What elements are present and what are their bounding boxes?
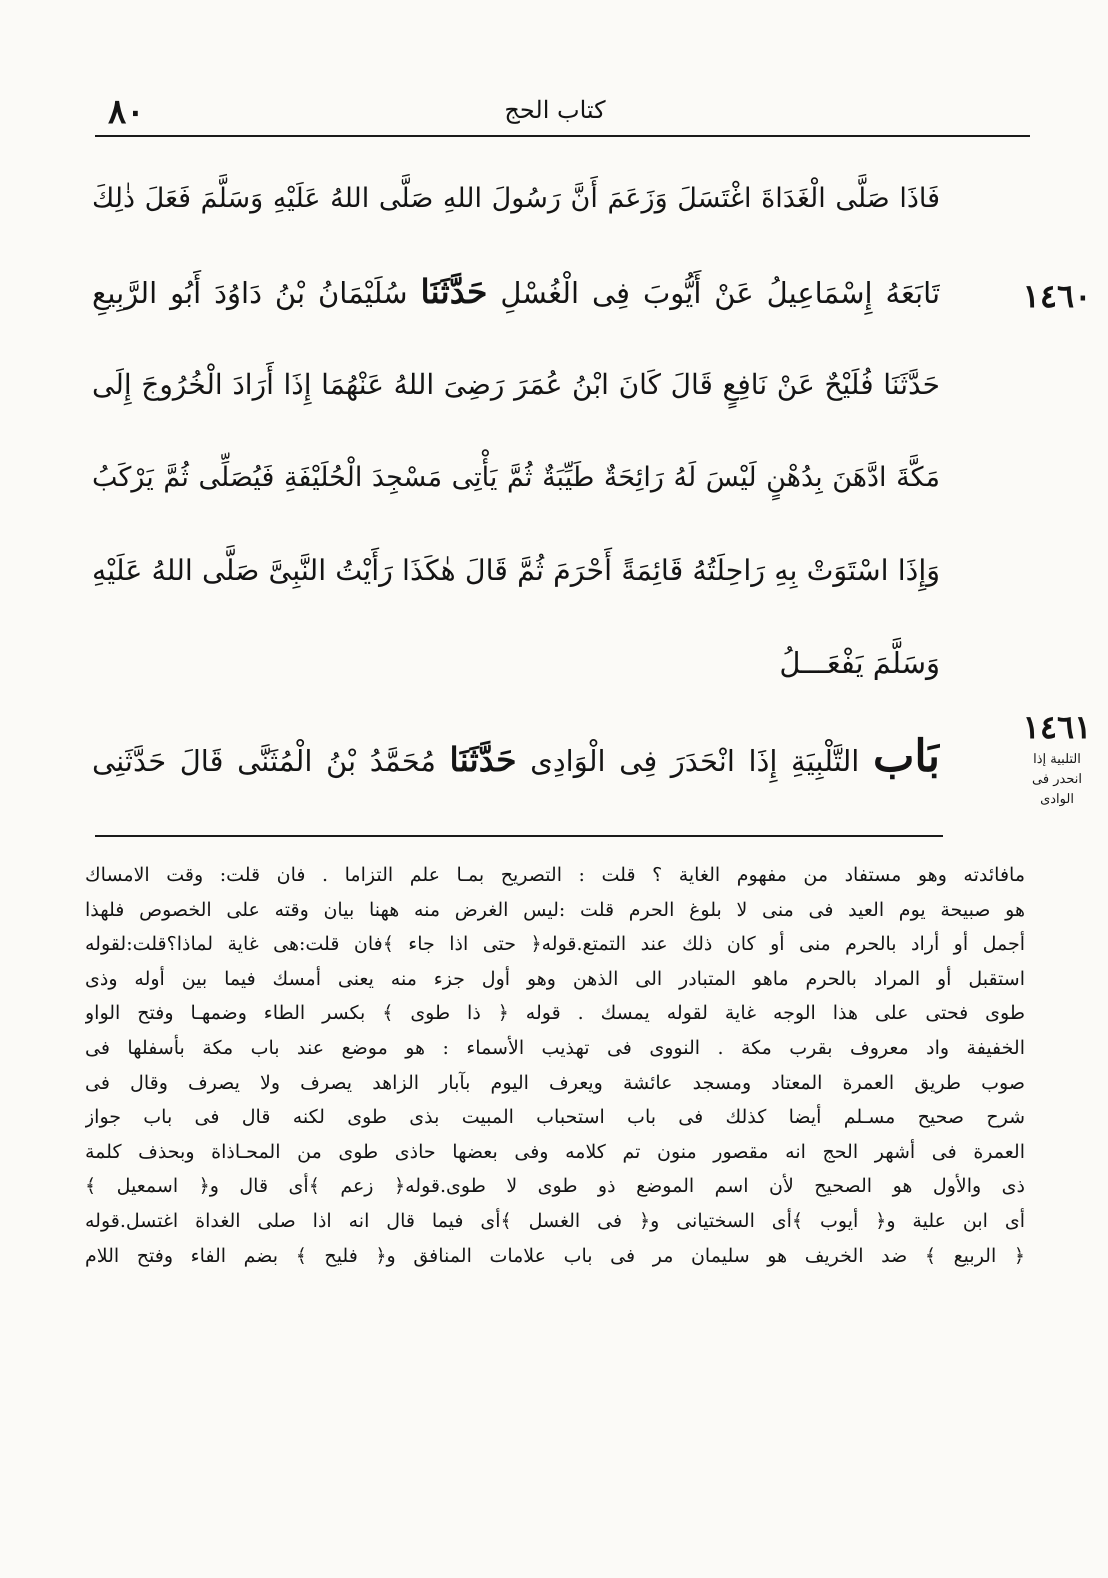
main-text-line: تَابَعَهُ إِسْمَاعِيلُ عَنْ أَيُّوبَ فِى الْغُسْلِ حَدَّثَنَا سُلَيْمَانُ بْنُ دَاوُدَ أَبُو الرَّبِيعِ: [92, 272, 940, 311]
commentary-line: صوب طريق العمرة المعتاد ومسجد عائشة ويعرف اليوم بآبار الزاهد يصرف ولا يصرف وقال فى: [85, 1071, 1025, 1094]
main-text-line: حَدَّثَنَا فُلَيْحٌ عَنْ نَافِعٍ قَالَ كَانَ ابْنُ عُمَرَ رَضِىَ اللهُ عَنْهُمَا إِذَا أَرَادَ الْخُرُوجَ إِلَى: [92, 368, 940, 401]
commentary-line: شرح صحيح مسـلم أيضا كذلك فى باب استحباب المبيت بذى طوى لكنه قال فى باب جواز: [85, 1106, 1025, 1129]
commentary-line: ﴿ الربيع ﴾ ضد الخريف هو سليمان مر فى باب علامات المنافق و﴿ فليح ﴾ بضم الفاء وفتح اللام: [85, 1244, 1025, 1267]
bab-heading: بَاب: [872, 731, 940, 782]
commentary-line: مافائدته وهو مستفاد من مفهوم الغاية ؟ قلت : التصريح بمـا علم التزاما . فان قلت: وقت الامساك: [85, 864, 1025, 886]
commentary-divider: [95, 835, 943, 837]
main-text-line: وَسَلَّمَ يَفْعَـــلُ: [779, 646, 940, 680]
page-number: ٨٠: [108, 92, 145, 132]
margin-note-line: التلبية إذا: [1033, 752, 1081, 767]
book-title: كتاب الحج: [504, 96, 606, 124]
commentary-line: ذى والأول هو الصحيح لأن اسم الموضع ذو طوى لا طوى.قوله﴿ زعم ﴾أى قال و﴿ اسمعيل ﴾: [85, 1175, 1025, 1198]
haddathana-marker: حَدَّثَنَا: [420, 272, 488, 311]
header-rule: [95, 135, 1030, 137]
main-text-line: وَإِذَا اسْتَوَتْ بِهِ رَاحِلَتُهُ قَائِمَةً أَحْرَمَ ثُمَّ قَالَ هٰكَذَا رَأَيْتُ النَّبِىَّ صَلَّى اللهُ عَلَيْهِ: [92, 554, 940, 587]
hadith-number-1461: ١٤٦١: [1022, 708, 1092, 746]
commentary-text: [85, 858, 1025, 1273]
commentary-line: أى ابن علية و﴿ أيوب ﴾أى السختيانى و﴿ فى الغسل ﴾أى فيما قال انه اذا صلى الغداة اغتسل.قوله: [85, 1209, 1025, 1232]
commentary-line: طوى فحتى على هذا الوجه غاية لقوله يمسك . قوله ﴿ ذا طوى ﴾ بكسر الطاء وضمهـا وفتح الواو: [85, 1002, 1025, 1025]
main-text-line: مَكَّةَ ادَّهَنَ بِدُهْنٍ لَيْسَ لَهُ رَائِحَةٌ طَيِّبَةٌ ثُمَّ يَأْتِى مَسْجِدَ الْحُلَيْفَةِ فَيُصَلِّى ثُمَّ يَرْكَبُ: [92, 462, 940, 493]
commentary-line: أجمل أو أراد بالحرم منى أو كان ذلك عند التمتع.قوله﴿ حتى اذا جاء ﴾فان قلت:هى غاية لماذا؟قلت:لقوله: [85, 933, 1025, 956]
margin-note-line: الوادى: [1040, 792, 1074, 807]
main-text-line: فَاذَا صَلَّى الْغَدَاةَ اغْتَسَلَ وَزَعَمَ أَنَّ رَسُولَ اللهِ صَلَّى اللهُ عَلَيْهِ وَسَلَّمَ فَعَلَ ذٰلِكَ: [92, 183, 940, 214]
commentary-line: العمرة فى أشهر الحج انه مقصور منون تم كلامه وفى بعضها حاذى طوى من المحـاذاة وبحذف كلمة: [85, 1140, 1025, 1163]
chapter-heading-line: بَاب التَّلْبِيَةِ إِذَا انْحَدَرَ فِى الْوَادِى حَدَّثَنَا مُحَمَّدُ بْنُ الْمُثَنَّى قَالَ حَدَّثَنِى: [92, 731, 940, 782]
commentary-line: الخفيفة واد معروف بقرب مكة . النووى فى تهذيب الأسماء : هو موضع عند باب مكة بأسفلها فى: [85, 1036, 1025, 1059]
page-header: [80, 92, 1030, 132]
commentary-line: هو صبيحة يوم العيد فى منى لا بلوغ الحرم قلت :ليس الغرض منه ههنا بيان وقته على الخصوص فلهذا: [85, 898, 1025, 921]
chapter-margin-note: [1020, 750, 1094, 810]
main-hadith-text: [92, 152, 940, 803]
haddathana-marker: حَدَّثَنَا: [449, 740, 517, 779]
margin-note-line: انحدر فى: [1032, 772, 1082, 787]
commentary-line: استقبل أو المراد بالحرم ماهو المتبادر الى الذهن وهو أول جزء منه يعنى أمسك فيما بين أوله وذى: [85, 967, 1025, 990]
hadith-number-1460: ١٤٦٠: [1022, 277, 1092, 315]
